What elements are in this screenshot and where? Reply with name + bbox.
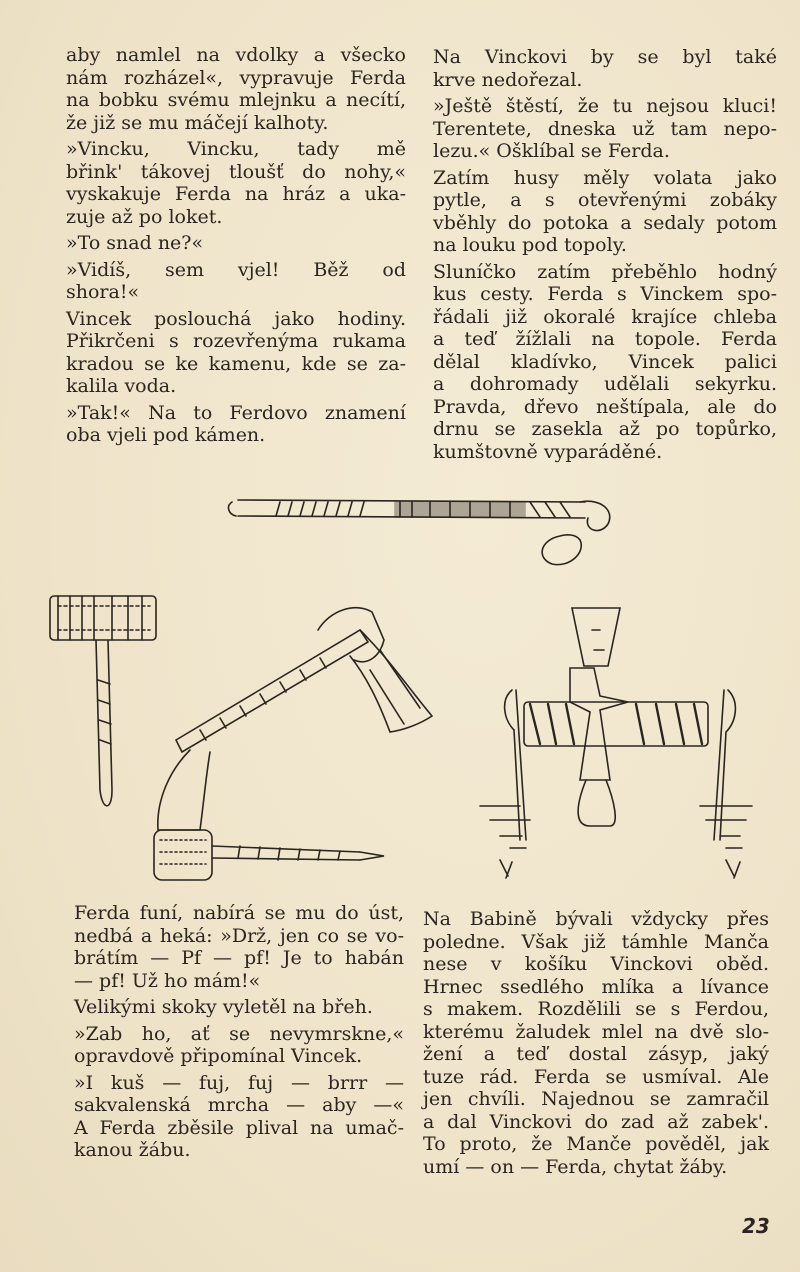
text-line: sakvalenská mrcha — aby —« bbox=[74, 1094, 404, 1116]
text-line: oba vjeli pod kámen. bbox=[66, 424, 266, 446]
text-line: kus cesty. Ferda s Vinckem spo- bbox=[433, 283, 777, 305]
text-line: nám rozházel«, vypravuje Ferda bbox=[66, 66, 406, 89]
text-line: žení a teď dostal zásyp, jaký bbox=[423, 1043, 769, 1065]
text-line: »Zab ho, ať se nevymrskne,« bbox=[74, 1022, 404, 1045]
text-column-top-left bbox=[66, 44, 406, 451]
woodcarving-illustration bbox=[0, 480, 800, 890]
paragraph bbox=[66, 44, 406, 134]
text-line: a dohromady udělali sekyrku. bbox=[433, 373, 777, 395]
paragraph bbox=[433, 167, 777, 257]
carved-stick-drawing bbox=[229, 500, 610, 565]
paragraph bbox=[74, 1023, 404, 1068]
text-column-top-right bbox=[433, 46, 777, 467]
text-line: břink' tákovej tloušť do nohy,« bbox=[66, 160, 406, 183]
text-line: Hrnec ssedlého mlíka a lívance bbox=[423, 975, 769, 998]
text-line: »Ještě štěstí, že tu nejsou kluci! bbox=[433, 95, 777, 117]
text-line: pytle, a s otevřenými zobáky bbox=[433, 189, 777, 211]
paragraph bbox=[74, 902, 404, 992]
text-line: na bobku svému mlejnku a necítí, bbox=[66, 89, 406, 111]
text-line: Na Babině bývali vždycky přes bbox=[423, 908, 769, 930]
paragraph bbox=[66, 232, 406, 255]
text-line: Velikými skoky vyletěl na břeh. bbox=[74, 996, 373, 1018]
paragraph bbox=[74, 1072, 404, 1162]
text-line: Pravda, dřevo neštípala, ale do bbox=[433, 395, 777, 418]
paragraph bbox=[74, 996, 404, 1019]
paragraph bbox=[66, 138, 406, 228]
text-line: poledne. Však již támhle Manča bbox=[423, 930, 769, 953]
text-line: opravdově připomínal Vincek. bbox=[74, 1045, 363, 1067]
carved-mallet-drawing bbox=[50, 596, 156, 806]
text-line: nedbá a heká: »Drž, jen co se vo- bbox=[74, 924, 404, 947]
text-line: Terentete, dneska už tam nepo- bbox=[433, 117, 777, 140]
text-line: A Ferda zběsile plival na umač- bbox=[74, 1116, 404, 1139]
text-line: drnu se zasekla až po topůrko, bbox=[433, 418, 777, 440]
text-column-bottom-left bbox=[74, 902, 404, 1166]
text-line: kterému žaludek mlel na dvě slo- bbox=[423, 1020, 769, 1043]
text-column-bottom-right bbox=[423, 908, 769, 1182]
text-line: Na Vinckovi by se byl také bbox=[433, 46, 777, 68]
text-line: vyskakuje Ferda na hráz a uka- bbox=[66, 183, 406, 205]
text-line: kalila voda. bbox=[66, 375, 177, 397]
text-line: »To snad ne?« bbox=[66, 232, 204, 254]
text-line: na louku pod topoly. bbox=[433, 234, 627, 256]
paragraph bbox=[433, 95, 777, 163]
text-line: kumštovně vyparáděné. bbox=[433, 440, 663, 463]
paragraph bbox=[433, 261, 777, 464]
text-line: krve nedořezal. bbox=[433, 68, 583, 91]
text-line: a dal Vinckovi do zad až zabek'. bbox=[423, 1110, 769, 1133]
text-line: vběhly do potoka a sedaly potom bbox=[433, 211, 777, 234]
text-line: »Vidíš, sem vjel! Běž od bbox=[66, 258, 406, 281]
text-line: že již se mu máčejí kalhoty. bbox=[66, 111, 329, 134]
water-mill-drawing bbox=[480, 608, 752, 878]
text-line: Vincek poslouchá jako hodiny. bbox=[66, 307, 406, 330]
paragraph bbox=[66, 402, 406, 447]
text-line: To proto, že Manče pověděl, jak bbox=[423, 1133, 769, 1155]
text-line: dělal kladívko, Vincek palici bbox=[433, 350, 777, 373]
text-line: kradou se ke kamenu, kde se za- bbox=[66, 352, 406, 375]
carved-axe-drawing bbox=[176, 608, 432, 752]
text-line: Zatím husy měly volata jako bbox=[433, 166, 777, 189]
text-line: s makem. Rozdělili se s Ferdou, bbox=[423, 998, 769, 1020]
paragraph bbox=[66, 308, 406, 398]
paragraph bbox=[66, 259, 406, 304]
text-line: brátím — Pf — pf! Je to habán bbox=[74, 947, 404, 969]
text-line: a teď žížlali na topole. Ferda bbox=[433, 328, 777, 350]
text-line: »Vincku, Vincku, tady mě bbox=[66, 138, 406, 160]
text-line: lezu.« Ošklíbal se Ferda. bbox=[433, 140, 670, 162]
text-line: nese v košíku Vinckovi oběd. bbox=[423, 953, 769, 975]
text-line: Ferda funí, nabírá se mu do úst, bbox=[74, 902, 404, 924]
text-line: tuze rád. Ferda se usmíval. Ale bbox=[423, 1065, 769, 1088]
text-line: »Tak!« Na to Ferdovo znamení bbox=[66, 401, 406, 424]
page-number: 23 bbox=[742, 1214, 770, 1238]
text-line: kanou žábu. bbox=[74, 1139, 191, 1161]
text-line: — pf! Už ho mám!« bbox=[74, 969, 261, 992]
text-line: umí — on — Ferda, chytat žáby. bbox=[423, 1155, 728, 1178]
text-line: »I kuš — fuj, fuj — brrr — bbox=[74, 1071, 404, 1094]
text-line: řádali již okoralé krajíce chleba bbox=[433, 305, 777, 328]
text-line: Sluníčko zatím přeběhlo hodný bbox=[433, 260, 777, 283]
text-line: zuje až po loket. bbox=[66, 205, 223, 228]
text-line: jen chvíli. Najednou se zamračil bbox=[423, 1088, 769, 1110]
text-line: Přikrčeni s rozevřenýma rukama bbox=[66, 330, 406, 352]
carved-wedge-drawing bbox=[154, 750, 384, 880]
paragraph bbox=[423, 908, 769, 1178]
text-line: aby namlel na vdolky a všecko bbox=[66, 44, 406, 66]
text-line: shora!« bbox=[66, 281, 140, 303]
paragraph bbox=[433, 46, 777, 91]
